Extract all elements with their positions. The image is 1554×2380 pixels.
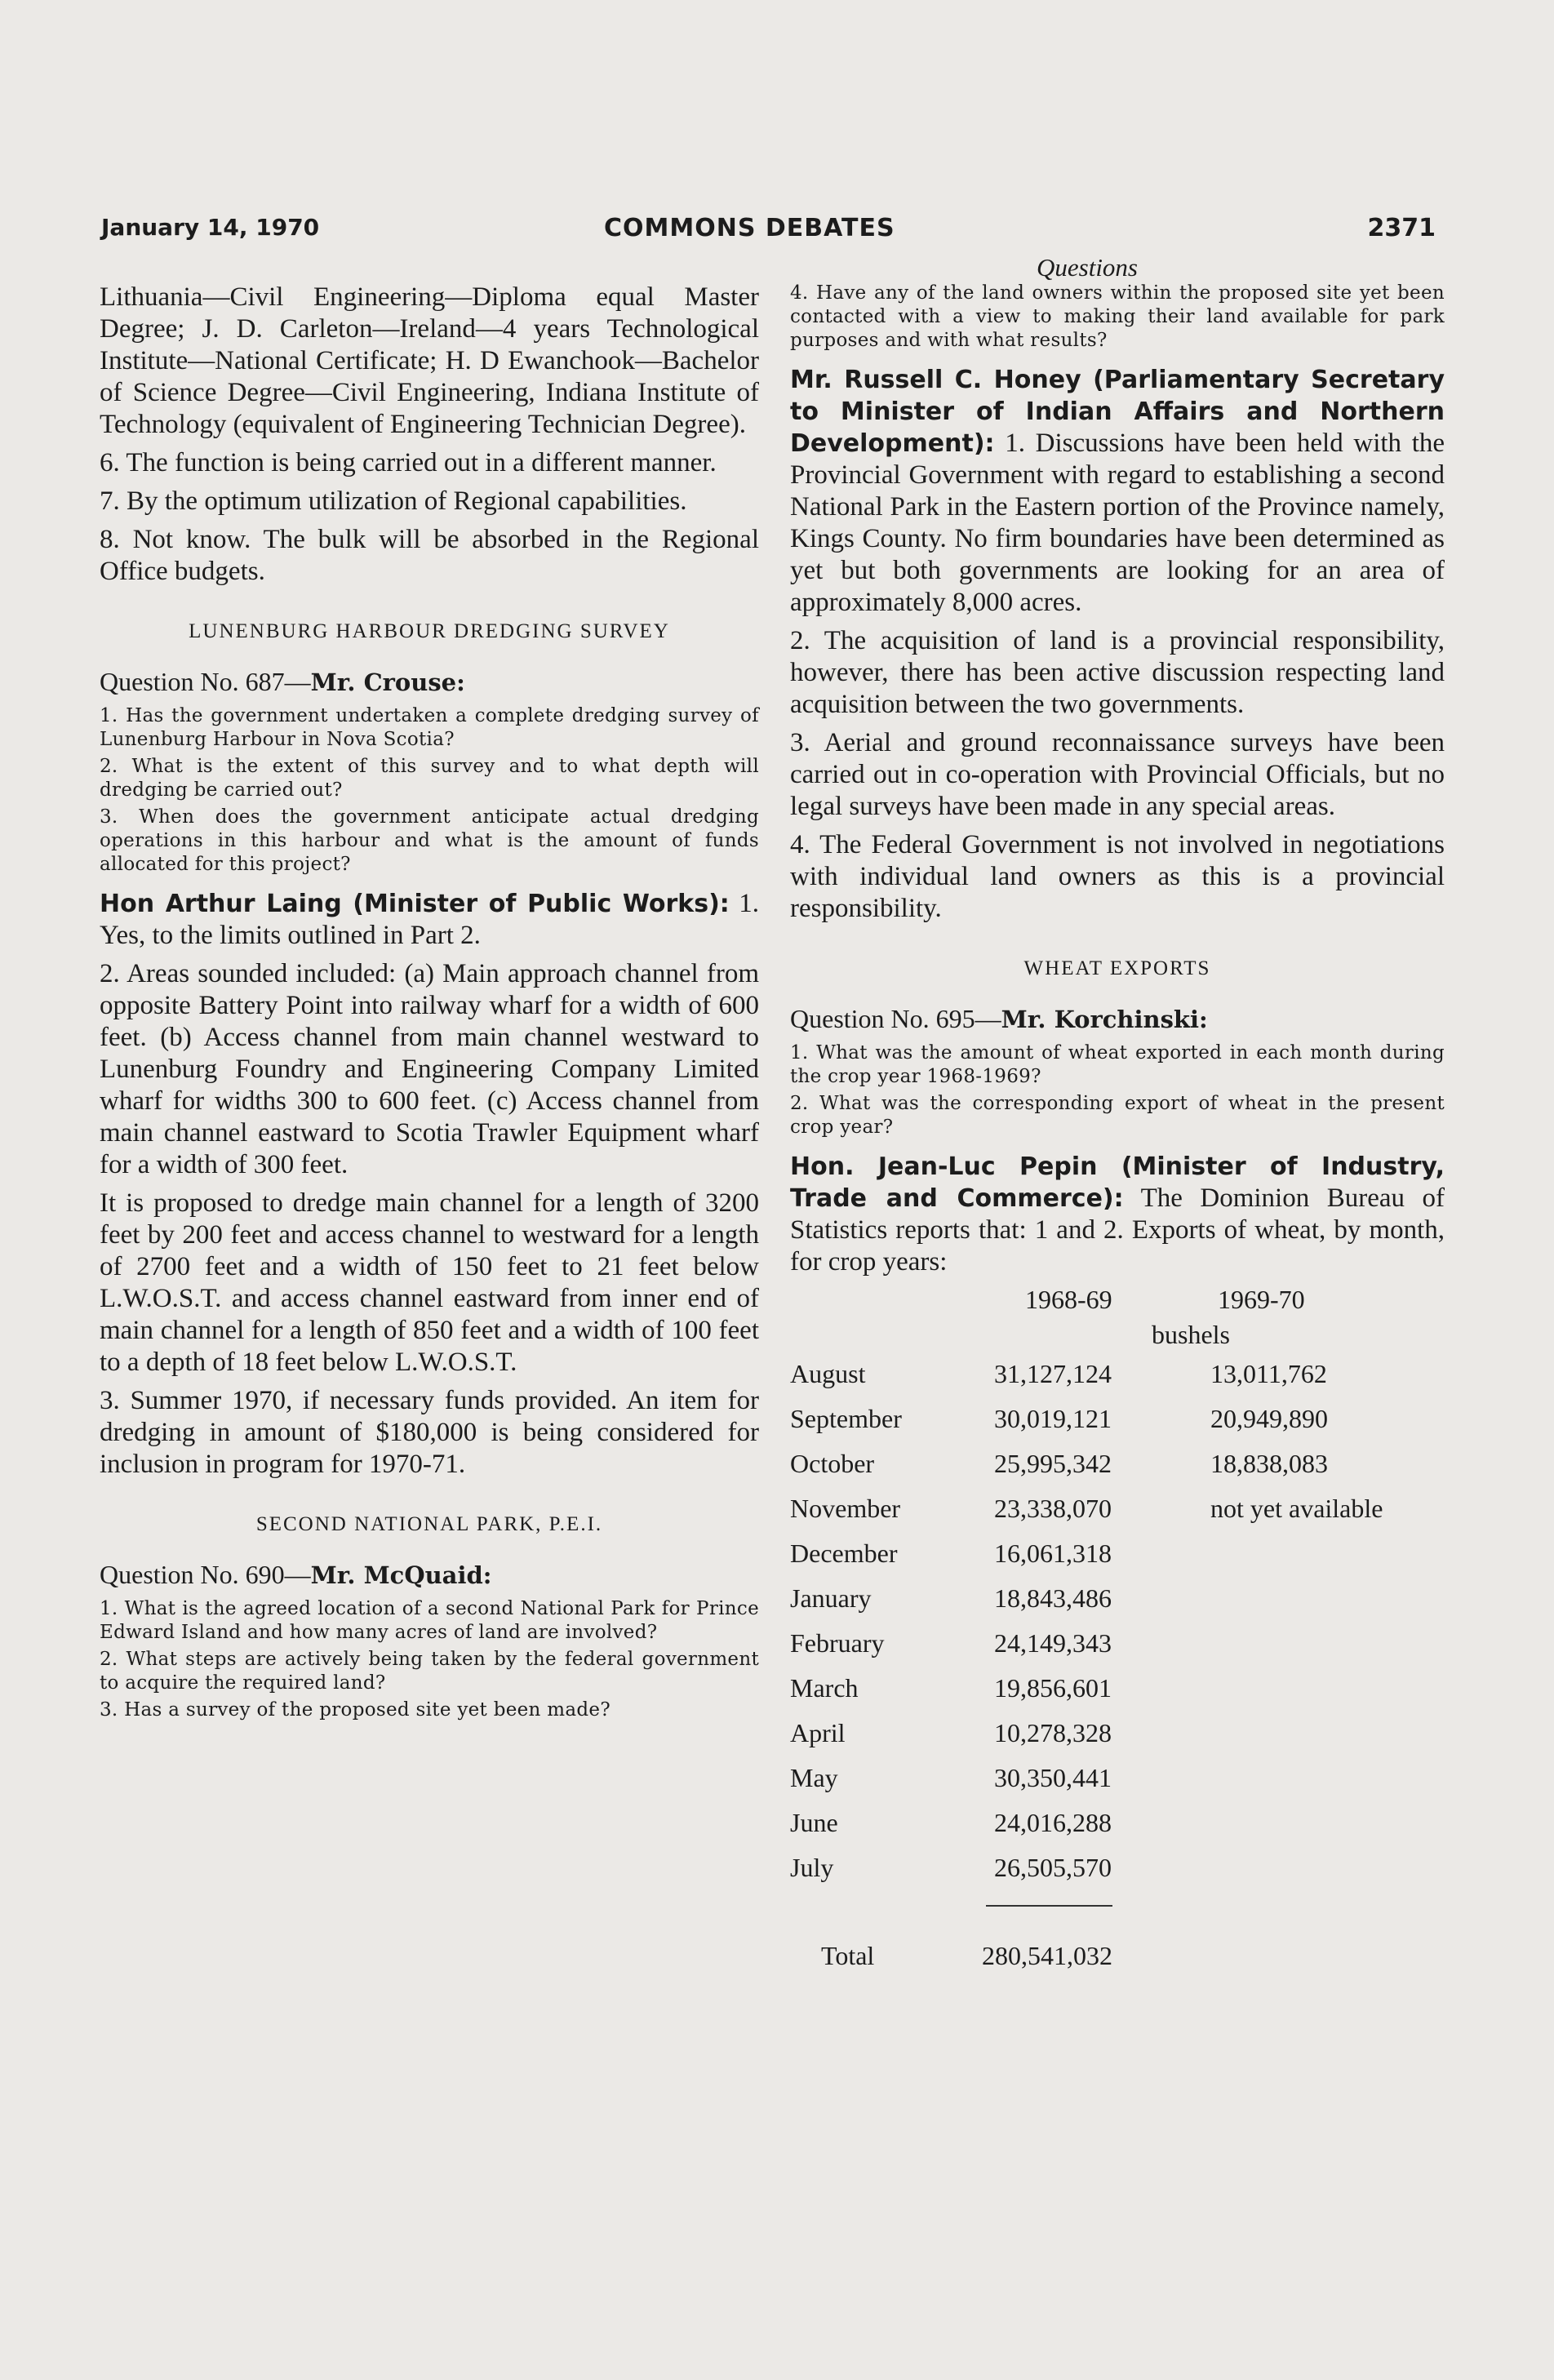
section-heading: SECOND NATIONAL PARK, P.E.I.: [255, 1513, 603, 1535]
answer-text: 1. Discussions have been held with the Provincial Government with regard to establishing a second National Park in the Eastern portion of the Province namely, Kings County. No firm boundaries have been determined as yet but both governments are looking for an area of approximately 8,000 acres.: [790, 428, 1445, 617]
month-cell: December: [790, 1539, 898, 1568]
paragraph: 8. Not know. The bulk will be absorbed in the Regional Office budgets.: [100, 525, 759, 586]
value-1969-70: not yet available: [1210, 1494, 1383, 1523]
table-row: [790, 1801, 1445, 1845]
month-cell: September: [790, 1404, 902, 1433]
month-cell: February: [790, 1628, 885, 1658]
paragraph: 2. Areas sounded included: (a) Main approach channel from opposite Battery Point into railway wharf for a width of 600 feet. (b) Access channel from main channel westward to Lunenburg Foundry and Engineering Company Limited wharf for widths 300 to 600 feet. (c) Access channel from main channel eastward to Scotia Trawler Equipment wharf for a width of 300 feet.: [100, 959, 759, 1179]
speaker: Mr. Russell C. Honey (Parliamentary Secretary to Minister of Indian Affairs and Northern Development):: [790, 366, 1445, 458]
table-row: [790, 1711, 1445, 1756]
total-value: 280,541,032: [982, 1941, 1112, 1970]
column-header-1969-70: 1969-70: [1218, 1285, 1305, 1314]
question-number: [100, 666, 759, 698]
month-cell: August: [790, 1359, 866, 1388]
section-heading: WHEAT EXPORTS: [1023, 957, 1211, 979]
value-1968-69: 24,016,288: [994, 1808, 1112, 1837]
total-label: Total: [821, 1941, 875, 1970]
value-1968-69: 16,061,318: [994, 1539, 1112, 1568]
section-subhead: Questions: [1037, 253, 1138, 282]
header-title: COMMONS DEBATES: [604, 214, 895, 242]
month-cell: June: [790, 1808, 838, 1837]
question-item: 2. What is the extent of this survey and to what depth will dredging be carried out?: [100, 756, 759, 801]
table-header: [790, 1285, 1445, 1317]
question-member: Mr. Korchinski:: [1001, 1006, 1208, 1033]
table-row: [790, 1531, 1445, 1576]
page-header: [0, 214, 1554, 246]
question-item: 3. Has a survey of the proposed site yet been made?: [100, 1699, 610, 1721]
answer-text: The Dominion Bureau of Statistics reports that: 1 and 2. Exports of wheat, by month, for crop years:: [790, 1183, 1445, 1277]
value-1968-69: 18,843,486: [994, 1583, 1112, 1613]
question-number: [790, 1003, 1445, 1035]
header-date: January 14, 1970: [101, 214, 320, 241]
table-total-row: [790, 1931, 1445, 1980]
month-cell: November: [790, 1494, 901, 1523]
answer: [100, 888, 759, 952]
table-row: [790, 1756, 1445, 1801]
question-item: 1. Has the government undertaken a complete dredging survey of Lunenburg Harbour in Nova Scotia?: [100, 705, 759, 750]
table-row: [790, 1576, 1445, 1621]
value-1968-69: 26,505,570: [994, 1853, 1112, 1882]
table-body: [790, 1352, 1445, 1890]
value-1969-70: 18,838,083: [1210, 1449, 1328, 1478]
column-header-1968-69: 1968-69: [1025, 1285, 1112, 1314]
table-row: [790, 1486, 1445, 1531]
question-label: Question No. 690—: [100, 1560, 311, 1589]
question-member: Mr. Crouse:: [310, 668, 465, 696]
question-label: Question No. 695—: [790, 1004, 1001, 1033]
table-row: [790, 1352, 1445, 1396]
total-rule: [986, 1905, 1112, 1907]
table-row: [790, 1845, 1445, 1890]
value-1968-69: 25,995,342: [994, 1449, 1112, 1478]
section-heading: LUNENBURG HARBOUR DREDGING SURVEY: [189, 620, 670, 642]
value-1968-69: 31,127,124: [994, 1359, 1112, 1388]
value-1968-69: 19,856,601: [994, 1673, 1112, 1703]
answer-text: 1. Yes, to the limits outlined in Part 2.: [100, 889, 759, 950]
month-cell: May: [790, 1763, 838, 1792]
month-cell: January: [790, 1583, 872, 1613]
paragraph: 3. Aerial and ground reconnaissance surveys have been carried out in co-operation with Provincial Officials, but no legal surveys have been made in any special areas.: [790, 728, 1445, 821]
page-number: 2371: [1367, 214, 1436, 242]
question-item: 4. Have any of the land owners within the proposed site yet been contacted with a view to making their land available for park purposes and with what results?: [790, 282, 1445, 351]
paragraph: 4. The Federal Government is not involved in negotiations with individual land owners as this is a provincial responsibility.: [790, 830, 1445, 923]
question-item: 3. When does the government anticipate actual dredging operations in this harbour and what is the amount of funds allocated for this project?: [100, 806, 759, 875]
right-column: [790, 282, 1445, 1980]
value-1968-69: 30,019,121: [994, 1404, 1112, 1433]
table-unit: bushels: [1152, 1320, 1230, 1349]
month-cell: March: [790, 1673, 859, 1703]
table-row: [790, 1621, 1445, 1666]
paragraph: 3. Summer 1970, if necessary funds provided. An item for dredging in amount of $180,000 is being considered for inclusion in program for 1970-71.: [100, 1386, 759, 1479]
answer: [790, 364, 1445, 619]
question-label: Question No. 687—: [100, 667, 311, 696]
speaker: Hon. Jean-Luc Pepin (Minister of Industry, Trade and Commerce):: [790, 1152, 1445, 1213]
paragraph: It is proposed to dredge main channel for a length of 3200 feet by 200 feet and access channel to westward for a length of 2700 feet and a width of 150 feet to 21 feet below L.W.O.S.T. and access channel eastward from inner end of main channel for a length of 850 feet and a width of 100 feet to a depth of 18 feet below L.W.O.S.T.: [100, 1188, 759, 1377]
question-item: 2. What steps are actively being taken by the federal government to acquire the required land?: [100, 1649, 759, 1694]
value-1968-69: 30,350,441: [994, 1763, 1112, 1792]
question-member: Mr. McQuaid:: [310, 1561, 492, 1589]
table-row: [790, 1396, 1445, 1441]
value-1969-70: 20,949,890: [1210, 1404, 1328, 1433]
paragraph: 6. The function is being carried out in a different manner.: [100, 448, 717, 477]
month-cell: July: [790, 1853, 834, 1882]
value-1968-69: 23,338,070: [994, 1494, 1112, 1523]
month-cell: October: [790, 1449, 875, 1478]
month-cell: April: [790, 1718, 846, 1747]
value-1968-69: 10,278,328: [994, 1718, 1112, 1747]
wheat-exports-table: [790, 1285, 1445, 1980]
paragraph: 2. The acquisition of land is a provincial responsibility, however, there has been active discussion respecting land acquisition between the two governments.: [790, 626, 1445, 719]
question-number: [100, 1559, 759, 1591]
value-1968-69: 24,149,343: [994, 1628, 1112, 1658]
paragraph: 7. By the optimum utilization of Regional capabilities.: [100, 486, 687, 516]
question-item: 1. What was the amount of wheat exported in each month during the crop year 1968-1969?: [790, 1042, 1445, 1087]
question-item: 1. What is the agreed location of a second National Park for Prince Edward Island and how many acres of land are involved?: [100, 1598, 759, 1643]
table-row: [790, 1441, 1445, 1486]
answer: [790, 1151, 1445, 1278]
left-column: [100, 282, 759, 1725]
table-row: [790, 1666, 1445, 1711]
paragraph: Lithuania—Civil Engineering—Diploma equal Master Degree; J. D. Carleton—Ireland—4 years Technological Institute—National Certificate; H. D Ewanchook—Bachelor of Science Degree—Civil Engineering, Indiana Institute of Technology (equivalent of Engineering Technician Degree).: [100, 282, 759, 439]
value-1969-70: 13,011,762: [1210, 1359, 1327, 1388]
speaker: Hon Arthur Laing (Minister of Public Works):: [100, 890, 730, 918]
question-item: 2. What was the corresponding export of wheat in the present crop year?: [790, 1093, 1445, 1138]
